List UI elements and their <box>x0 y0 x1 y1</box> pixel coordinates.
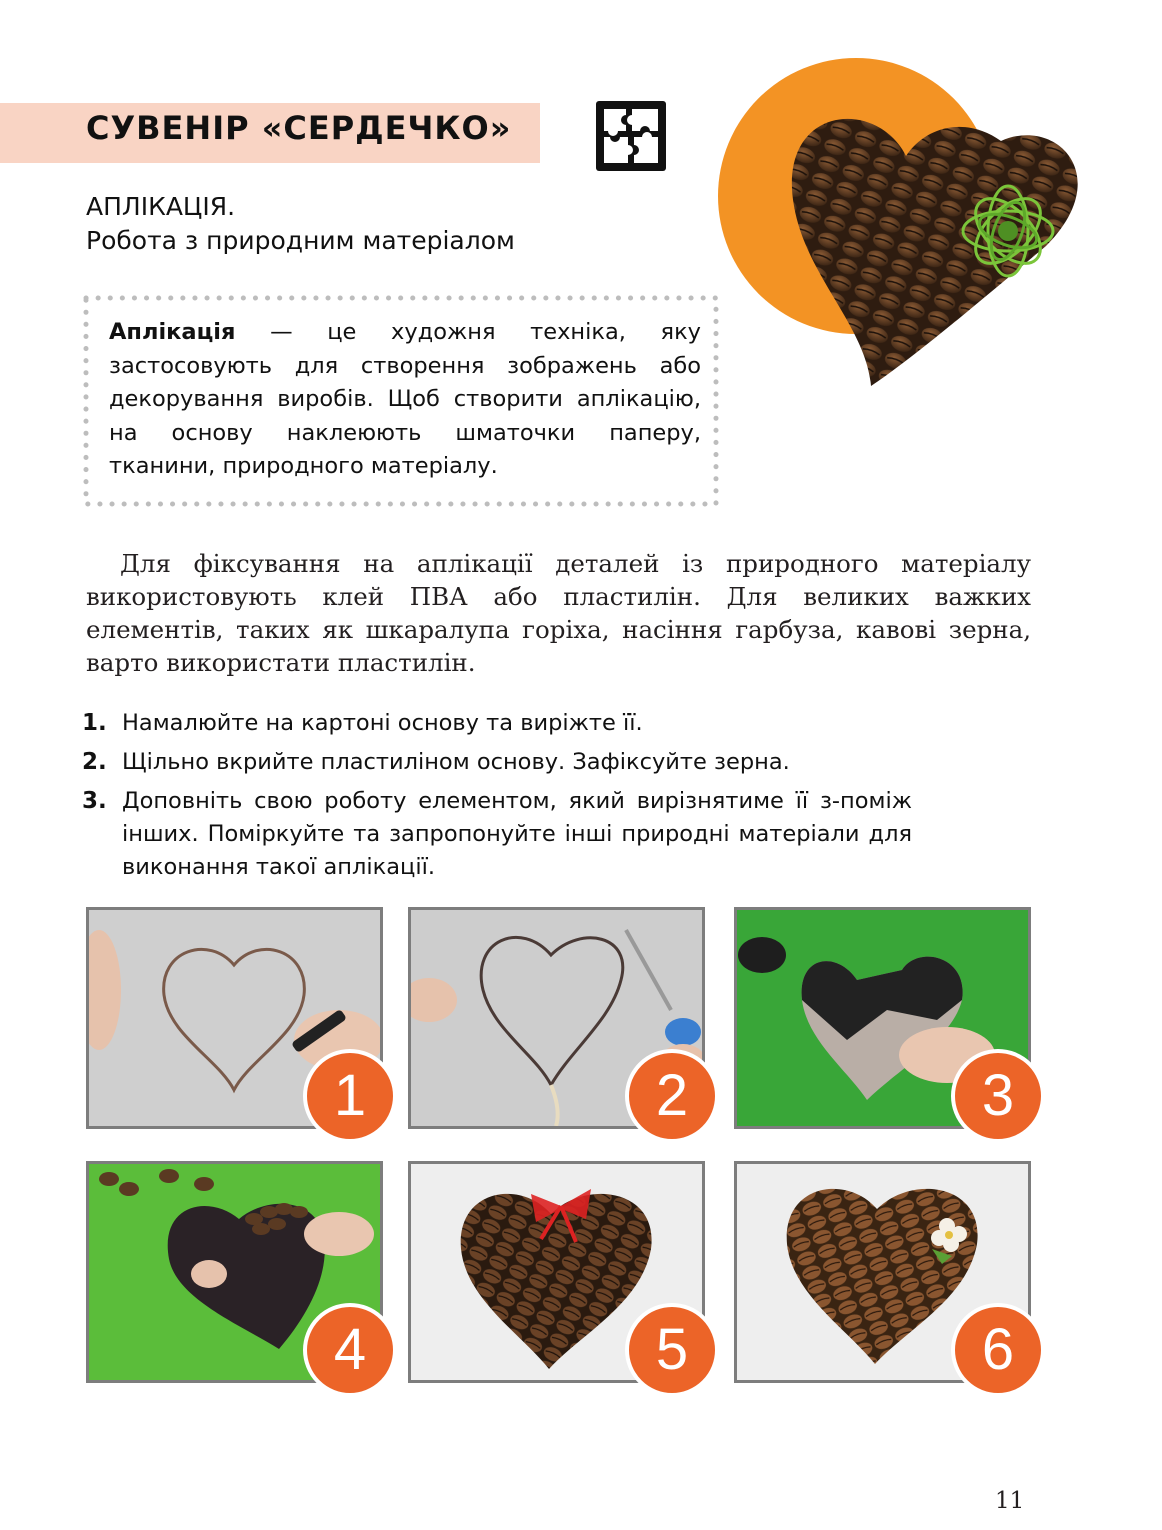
list-item <box>80 707 960 740</box>
step-number: 2. <box>82 749 107 775</box>
step-number: 1. <box>82 710 107 736</box>
step-number: 3. <box>82 788 107 814</box>
step-photo-1 <box>86 907 383 1129</box>
puzzle-icon <box>596 101 666 171</box>
subtitle-line-1: АПЛІКАЦІЯ. <box>86 192 236 221</box>
step-photo-4 <box>86 1161 383 1383</box>
step-photo-6 <box>734 1161 1031 1383</box>
page-title: СУВЕНІР «СЕРДЕЧКО» <box>86 109 512 147</box>
step-badge: 1 <box>303 1049 397 1143</box>
step-text: Намалюйте на картоні основу та виріжте її. <box>122 710 643 736</box>
subtitle-line-2: Робота з природним матеріалом <box>86 226 515 255</box>
steps-list <box>80 707 960 890</box>
definition-body: — це художня техніка, яку застосовують для створення зображень або декорування виробів. Щоб створити аплікацію, на основу наклеюють шматочки паперу, тканини, природного матеріалу. <box>109 319 701 479</box>
step-badge: 2 <box>625 1049 719 1143</box>
step-badge: 6 <box>951 1303 1045 1397</box>
finished-heart-image <box>716 56 1096 401</box>
step-photo-2 <box>408 907 705 1129</box>
step-text: Щільно вкрийте пластиліном основу. Зафіксуйте зерна. <box>122 749 790 775</box>
step-text: Доповніть свою роботу елементом, який вирізнятиме її з-поміж інших. Поміркуйте та запропонуйте інші природні матеріали для виконання такої аплікації. <box>122 788 912 880</box>
step-badge: 3 <box>951 1049 1045 1143</box>
definition-box <box>83 295 719 507</box>
intro-paragraph: Для фіксування на аплікації деталей із природного матеріалу використовують клей ПВА або пластилін. Для великих важких елементів, таких як шкаралупа горіха, насіння гарбуза, кавові зерна, варто використати пластилін. <box>86 549 1031 677</box>
step-badge: 5 <box>625 1303 719 1397</box>
page-number: 11 <box>995 1488 1025 1514</box>
definition-text <box>109 316 701 484</box>
step-photo-5 <box>408 1161 705 1383</box>
step-photo-3 <box>734 907 1031 1129</box>
lesson-subtitle <box>86 190 515 258</box>
step-badge: 4 <box>303 1303 397 1397</box>
list-item <box>80 746 960 779</box>
definition-term: Аплікація <box>109 319 236 345</box>
list-item <box>80 785 912 884</box>
